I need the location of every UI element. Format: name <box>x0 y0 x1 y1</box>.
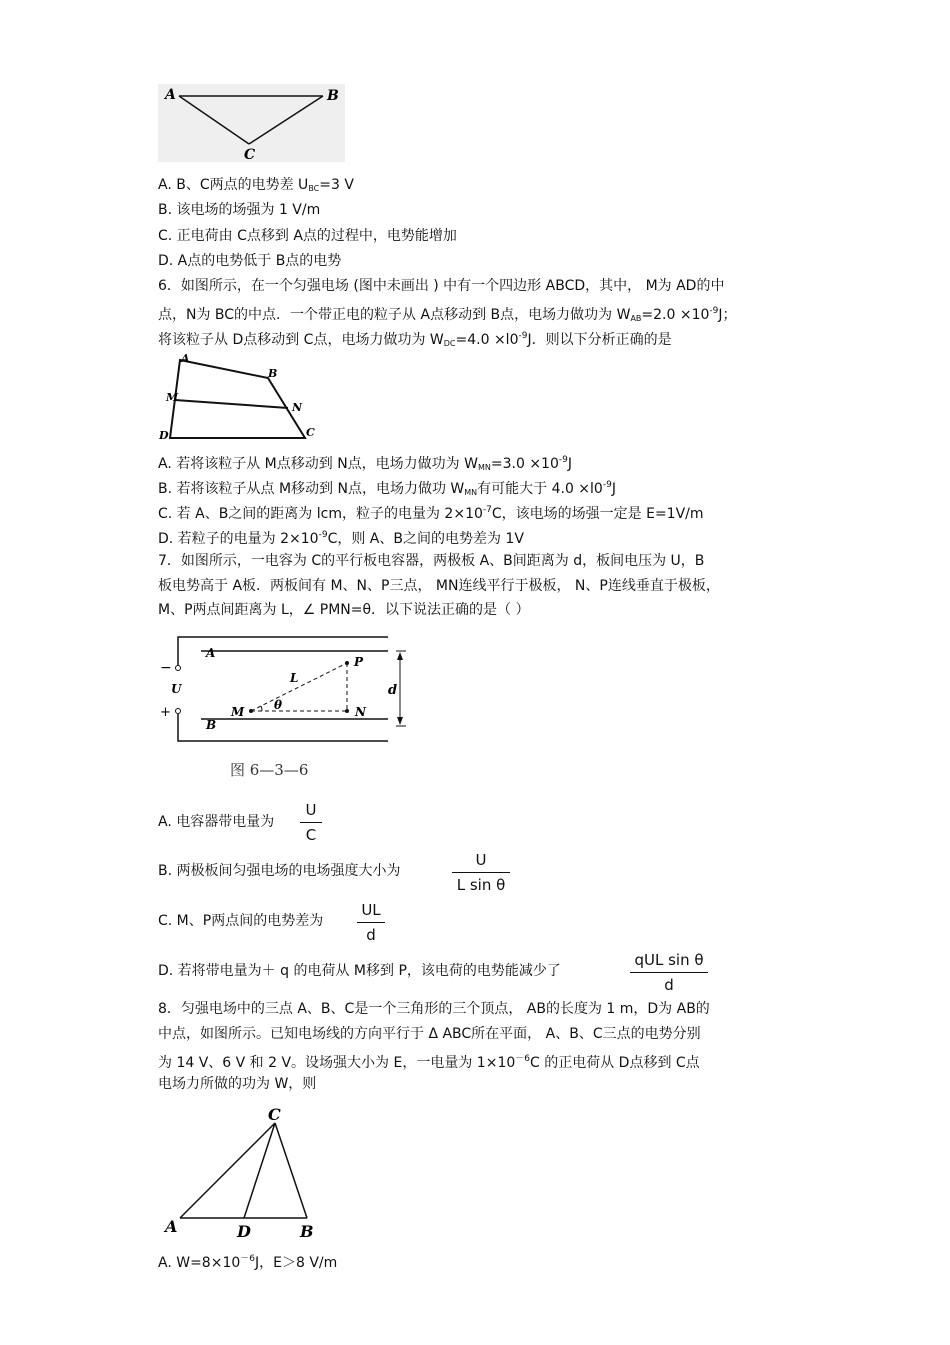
q5-option-a: A. B、C两点的电势差 $U_{BC}=3$ V <box>158 177 354 193</box>
fraction-u-over-lsin: U L sin θ <box>452 851 510 894</box>
label-u: U <box>171 682 182 696</box>
label-minus: − <box>160 660 172 676</box>
label-m: M <box>166 391 179 404</box>
label-a: A <box>165 1217 178 1236</box>
label-c: C <box>244 147 256 162</box>
figure-triangle-abcd <box>158 1103 328 1241</box>
q6-option-c: C. 若 A、B之间的距离为 lcm，粒子的电量为 $2\times 10^{-7}C$，该电场的场强一定是 E=1V/m <box>158 505 704 522</box>
label-c: C <box>306 426 315 439</box>
q7-option-c: C. M、P两点间的电势差为 <box>158 913 324 929</box>
q6-line-3: 将该粒子从 D点移动到 C点，电场力做功为 $W_{DC}=4.0 \times l0^{-9}J$．则以下分析正确的是 <box>158 331 672 348</box>
figure-quadrilateral-abcd <box>158 350 320 442</box>
triangle-abc-diagram <box>158 84 345 162</box>
figure-caption: 图 6—3—6 <box>230 761 309 779</box>
label-b: B <box>327 88 339 104</box>
q7-line-1: 7．如图所示，一电容为 C的平行板电容器，两极板 A、B间距离为 d，板间电压为 U，B <box>158 553 705 569</box>
q6-option-a: A. 若将该粒子从 M点移动到 N点，电场力做功为 $W_{MN}=3.0 \times 10^{-9}J$ <box>158 455 572 472</box>
q7-option-b: B. 两极板间匀强电场的电场强度大小为 <box>158 863 401 879</box>
label-d: d <box>388 683 398 698</box>
label-m: M <box>231 705 245 719</box>
label-b: B <box>206 718 217 732</box>
figure-capacitor <box>158 630 413 785</box>
label-theta: θ <box>274 698 283 712</box>
label-l: L <box>290 671 299 685</box>
q7-option-a: A. 电容器带电量为 <box>158 814 275 830</box>
label-a: A <box>206 646 216 660</box>
q5-option-b: B. 该电场的场强为 1 V/m <box>158 202 321 218</box>
quadrilateral-diagram <box>158 350 320 442</box>
label-n: N <box>355 705 366 719</box>
label-a: A <box>181 352 190 365</box>
label-d: D <box>237 1222 251 1241</box>
figure-triangle-abc <box>158 84 345 162</box>
q5-option-d: D. A点的电势低于 B点的电势 <box>158 253 342 269</box>
q8-line-3: 为 14 V、6 V 和 2 V。设场强大小为 E，一电量为 $1\times 10^{-6}C$ 的正电荷从 D点移到 C点 <box>158 1054 700 1071</box>
q6-line-1: 6．如图所示，在一个匀强电场 (图中未画出 ) 中有一个四边形 ABCD，其中， M为 AD的中 <box>158 278 725 294</box>
q8-line-2: 中点，如图所示。已知电场线的方向平行于 Δ ABC所在平面， A、B、C三点的电势分别 <box>158 1026 701 1042</box>
q6-option-d: D. 若粒子的电量为 $2\times 10^{-9}C$，则 A、B之间的电势差为 1V <box>158 530 524 547</box>
label-b: B <box>268 367 278 380</box>
q7-option-d: D. 若将带电量为＋ q 的电荷从 M移到 P，该电荷的电势能减少了 <box>158 963 561 979</box>
label-n: N <box>292 401 303 414</box>
label-a: A <box>165 87 176 103</box>
q8-option-a: A. $W=8\times 10^{-6}J$，E＞8 V/m <box>158 1254 338 1271</box>
q6-line-2: 点，N为 BC的中点．一个带正电的粒子从 A点移动到 B点，电场力做功为 $W_{AB}=2.0 \times 10^{-9}J$； <box>158 306 737 323</box>
label-p: P <box>354 655 364 669</box>
q8-line-1: 8．匀强电场中的三点 A、B、C是一个三角形的三个顶点， AB的长度为 1 m，D为 AB的 <box>158 1001 710 1017</box>
fraction-u-over-c: U C <box>300 801 322 844</box>
q7-line-2: 板电势高于 A板．两板间有 M、N、P三点， MN连线平行于极板， N、P连线垂直于极板， <box>158 578 720 594</box>
q7-line-3: M、P两点间距离为 L，∠ PMN=θ．以下说法正确的是（ ） <box>158 602 530 618</box>
fraction-qul-sin-over-d: qUL sin θ d <box>630 951 708 994</box>
q5-option-c: C. 正电荷由 C点移到 A点的过程中，电势能增加 <box>158 228 457 244</box>
capacitor-diagram <box>158 630 413 785</box>
label-c: C <box>268 1105 281 1124</box>
label-b: B <box>300 1222 314 1241</box>
label-plus: + <box>160 705 171 720</box>
triangle-d-diagram <box>158 1103 328 1241</box>
q6-option-b: B. 若将该粒子从点 M移动到 N点，电场力做功 $W_{MN}$有可能大于 $4.0 \times l0^{-9}J$ <box>158 480 616 497</box>
fraction-ul-over-d: UL d <box>357 901 385 944</box>
q8-line-4: 电场力所做的功为 W，则 <box>158 1076 317 1092</box>
label-d: D <box>159 429 169 442</box>
